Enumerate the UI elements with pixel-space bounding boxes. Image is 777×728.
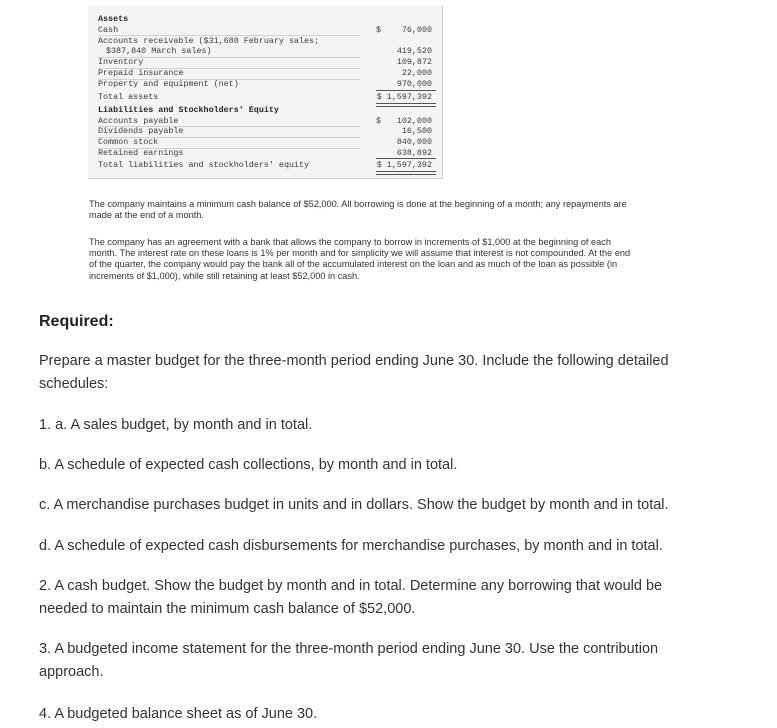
bs-row-prepaid: [98, 68, 438, 78]
note-line: increments of $1,000), while still retaining at least $52,000 in cash.: [89, 270, 360, 281]
note-line: month. The interest rate on these loans is 1% per month and for simplicity we will assume that interest is not compounded. At the end: [89, 248, 631, 259]
bs-amount: 419,520: [396, 46, 432, 56]
bs-label: Total assets: [98, 92, 159, 102]
bs-label: Retained earnings: [98, 148, 184, 158]
liabilities-heading: Liabilities and Stockholders' Equity: [98, 105, 279, 115]
item-3: [39, 638, 658, 684]
bs-row-common-stock: [98, 137, 438, 147]
item-line: 2. A cash budget. Show the budget by month and in total. Determine any borrowing that would be: [39, 578, 663, 594]
item-line: 3. A budgeted income statement for the three-month period ending June 30. Use the contribution: [39, 641, 659, 657]
bs-row-ap: [98, 116, 438, 126]
bs-amount: 840,000: [396, 137, 432, 147]
bs-amount: 76,000: [401, 25, 432, 35]
bs-amount: 16,500: [401, 126, 432, 136]
bs-amount: 102,000: [396, 116, 432, 126]
bs-label: Accounts receivable ($31,680 February sales;: [98, 36, 320, 46]
balance-sheet: [88, 6, 443, 179]
item-1a: 1. a. A sales budget, by month and in total.: [39, 417, 313, 433]
bs-label: Cash: [98, 25, 119, 35]
bs-amount: $ 1,597,392: [376, 92, 432, 102]
item-d: d. A schedule of expected cash disbursements for merchandise purchases, by month and in total.: [39, 538, 663, 554]
assets-heading: Assets: [98, 14, 129, 24]
liabilities-heading-row: [98, 105, 438, 115]
bs-row-ar-2: [98, 46, 438, 56]
note-line: of the quarter, the company would pay the bank all of the accumulated interest on the loan and as much of the loan as possible (in: [89, 259, 618, 270]
bs-label: Inventory: [98, 57, 144, 67]
bs-amount: 22,000: [401, 68, 432, 78]
bs-label: Common stock: [98, 137, 159, 147]
assets-heading-row: [98, 14, 438, 24]
required-heading: Required:: [39, 313, 114, 330]
item-c: c. A merchandise purchases budget in units and in dollars. Show the budget by month and in total.: [39, 497, 669, 513]
bs-label: Property and equipment (net): [98, 79, 239, 89]
item-b: b. A schedule of expected cash collections, by month and in total.: [39, 457, 458, 473]
note-line: The company maintains a minimum cash balance of $52,000. All borrowing is done at the beginning of a month; any repayments are: [89, 199, 627, 209]
required-intro: [39, 350, 669, 396]
bs-label: $387,840 March sales): [106, 46, 212, 56]
bs-amount: 638,892: [396, 148, 432, 158]
item-2: [39, 575, 662, 621]
intro-line: schedules:: [39, 376, 109, 392]
bs-row-dividends: [98, 126, 438, 136]
bs-amount: $ 1,597,392: [376, 160, 432, 170]
bs-row-cash: [98, 25, 438, 35]
bs-label: Total liabilities and stockholders' equity: [98, 160, 310, 170]
bs-row-ppe: [98, 79, 438, 89]
note-bank-agreement: [89, 237, 630, 282]
bs-row-inventory: [98, 57, 438, 67]
bs-amount: 970,000: [396, 79, 432, 89]
note-minimum-cash: [89, 199, 627, 221]
intro-line: Prepare a master budget for the three-month period ending June 30. Include the following detailed: [39, 353, 669, 369]
bs-label: Dividends payable: [98, 126, 184, 136]
bs-row-total-assets: [98, 92, 438, 102]
item-line: approach.: [39, 664, 104, 680]
bs-row-total-liabilities: [98, 160, 438, 170]
item-line: needed to maintain the minimum cash balance of $52,000.: [39, 601, 416, 617]
item-4: 4. A budgeted balance sheet as of June 30.: [39, 706, 318, 722]
bs-row-retained-earnings: [98, 148, 438, 158]
bs-row-ar-1: [98, 36, 438, 46]
bs-dollar: $: [376, 25, 382, 35]
bs-label: Prepaid insurance: [98, 68, 184, 78]
note-line: The company has an agreement with a bank that allows the company to borrow in increments of $1,000 at the beginning of each: [89, 237, 611, 247]
note-line: made at the end of a month.: [89, 210, 204, 221]
bs-dollar: $: [376, 116, 382, 126]
bs-amount: 109,872: [396, 57, 432, 67]
bs-label: Accounts payable: [98, 116, 179, 126]
